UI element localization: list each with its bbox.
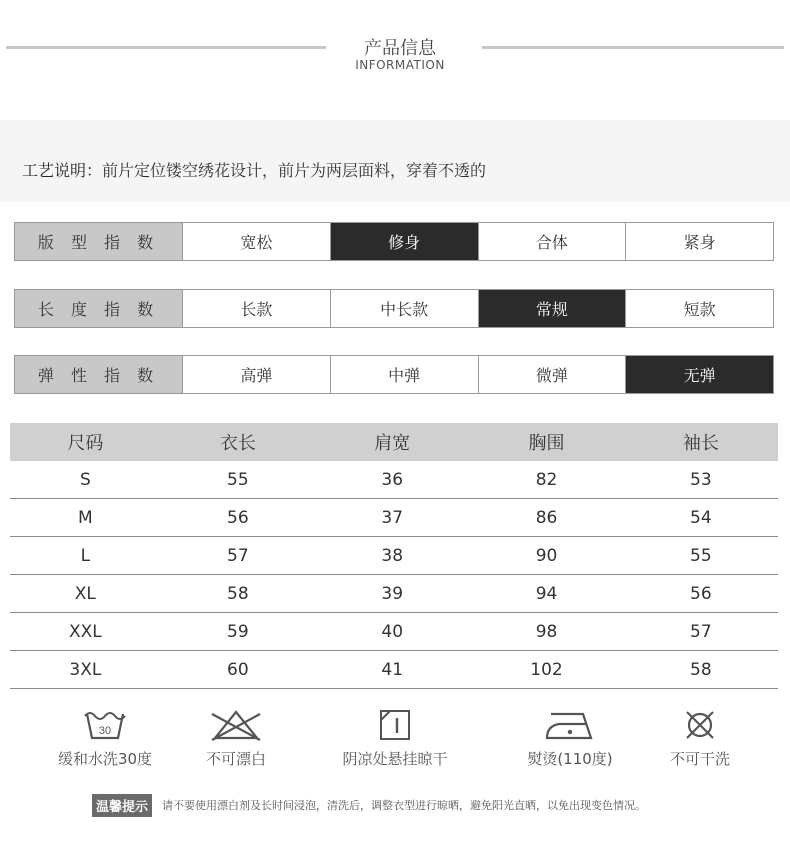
sleeve-cell: 54 bbox=[690, 507, 712, 528]
care-label: 缓和水洗30度 bbox=[57, 750, 153, 768]
length-cell: 60 bbox=[227, 659, 249, 680]
line-dry-shade-icon bbox=[325, 708, 465, 742]
length-cell: 57 bbox=[227, 545, 249, 566]
sleeve-cell: 57 bbox=[690, 621, 712, 642]
sleeve-cell: 56 bbox=[690, 583, 712, 604]
care-instructions bbox=[0, 708, 790, 778]
elasticity-option-slight: 微弹 bbox=[479, 356, 627, 393]
length-option-short: 短款 bbox=[626, 290, 773, 327]
care-tip bbox=[92, 794, 772, 816]
table-row bbox=[10, 575, 778, 613]
table-row bbox=[10, 651, 778, 689]
section-header bbox=[0, 0, 790, 110]
chest-cell: 86 bbox=[535, 507, 558, 528]
section-title: 产品信息 bbox=[364, 38, 436, 59]
no-bleach-icon bbox=[186, 708, 286, 742]
length-option-long: 长款 bbox=[183, 290, 331, 327]
sleeve-cell: 58 bbox=[690, 659, 712, 680]
shoulder-cell: 36 bbox=[381, 469, 404, 490]
care-item-dryclean bbox=[655, 708, 745, 769]
care-label: 熨烫(110度) bbox=[527, 750, 613, 768]
length-cell: 56 bbox=[227, 507, 249, 528]
shoulder-cell: 37 bbox=[381, 507, 404, 528]
column-header-sleeve: 袖长 bbox=[682, 433, 719, 454]
length-option-mid-long: 中长款 bbox=[331, 290, 479, 327]
column-header-chest: 胸围 bbox=[528, 433, 565, 454]
care-item-iron bbox=[518, 708, 622, 769]
iron-icon bbox=[518, 708, 622, 742]
wash-30-icon bbox=[50, 708, 160, 742]
chest-cell: 82 bbox=[535, 469, 558, 490]
tip-text: 请不要使用漂白剂及长时间浸泡，清洗后，调整衣型进行晾晒，避免阳光直晒，以免出现变色情况。 bbox=[162, 799, 647, 812]
table-row bbox=[10, 537, 778, 575]
elasticity-index-label: 弹 性 指 数 bbox=[15, 356, 183, 393]
shoulder-cell: 40 bbox=[381, 621, 404, 642]
shoulder-cell: 39 bbox=[381, 583, 404, 604]
elasticity-option-high: 高弹 bbox=[183, 356, 331, 393]
size-table bbox=[10, 423, 778, 689]
craft-description-panel bbox=[0, 120, 790, 202]
section-subtitle: INFORMATION bbox=[355, 58, 445, 72]
care-label: 不可干洗 bbox=[669, 750, 730, 768]
care-label: 不可漂白 bbox=[205, 750, 266, 768]
fit-option-tight: 紧身 bbox=[626, 223, 773, 260]
chest-cell: 102 bbox=[530, 659, 563, 680]
size-cell: 3XL bbox=[69, 659, 102, 680]
size-cell: XXL bbox=[68, 621, 102, 642]
shoulder-cell: 38 bbox=[381, 545, 404, 566]
elasticity-option-medium: 中弹 bbox=[331, 356, 479, 393]
size-cell: M bbox=[78, 507, 93, 528]
length-index-row bbox=[14, 289, 774, 328]
no-dry-clean-icon bbox=[655, 708, 745, 742]
fit-option-loose: 宽松 bbox=[183, 223, 331, 260]
size-cell: L bbox=[80, 545, 91, 566]
length-index-label: 长 度 指 数 bbox=[15, 290, 183, 327]
fit-index-label: 版 型 指 数 bbox=[15, 223, 183, 260]
table-row bbox=[10, 461, 778, 499]
shoulder-cell: 41 bbox=[381, 659, 404, 680]
tip-badge: 温馨提示 bbox=[92, 794, 152, 817]
fit-index-row bbox=[14, 222, 774, 261]
fit-option-regular: 合体 bbox=[479, 223, 627, 260]
length-option-regular: 常规 bbox=[479, 290, 627, 327]
sleeve-cell: 53 bbox=[690, 469, 712, 490]
fit-option-slim: 修身 bbox=[331, 223, 479, 260]
length-cell: 59 bbox=[227, 621, 249, 642]
care-item-wash bbox=[50, 708, 160, 769]
table-row bbox=[10, 613, 778, 651]
care-item-dry bbox=[325, 708, 465, 769]
sleeve-cell: 55 bbox=[690, 545, 712, 566]
elasticity-index-row bbox=[14, 355, 774, 394]
craft-label: 工艺说明： bbox=[22, 161, 103, 180]
care-label: 阴凉处悬挂晾干 bbox=[342, 750, 448, 768]
column-header-length: 衣长 bbox=[219, 433, 256, 454]
chest-cell: 94 bbox=[535, 583, 558, 604]
size-table-header bbox=[10, 423, 778, 461]
size-cell: S bbox=[79, 469, 91, 490]
length-cell: 55 bbox=[227, 469, 249, 490]
table-row bbox=[10, 499, 778, 537]
chest-cell: 98 bbox=[535, 621, 558, 642]
column-header-shoulder: 肩宽 bbox=[374, 433, 411, 454]
care-item-bleach bbox=[186, 708, 286, 769]
craft-description bbox=[22, 158, 486, 181]
column-header-size: 尺码 bbox=[67, 433, 104, 454]
elasticity-option-none: 无弹 bbox=[626, 356, 773, 393]
craft-text: 前片定位镂空绣花设计，前片为两层面料，穿着不透的 bbox=[102, 161, 487, 180]
length-cell: 58 bbox=[227, 583, 249, 604]
wash-temperature: 30 bbox=[98, 725, 112, 737]
size-cell: XL bbox=[74, 583, 96, 604]
chest-cell: 90 bbox=[535, 545, 558, 566]
